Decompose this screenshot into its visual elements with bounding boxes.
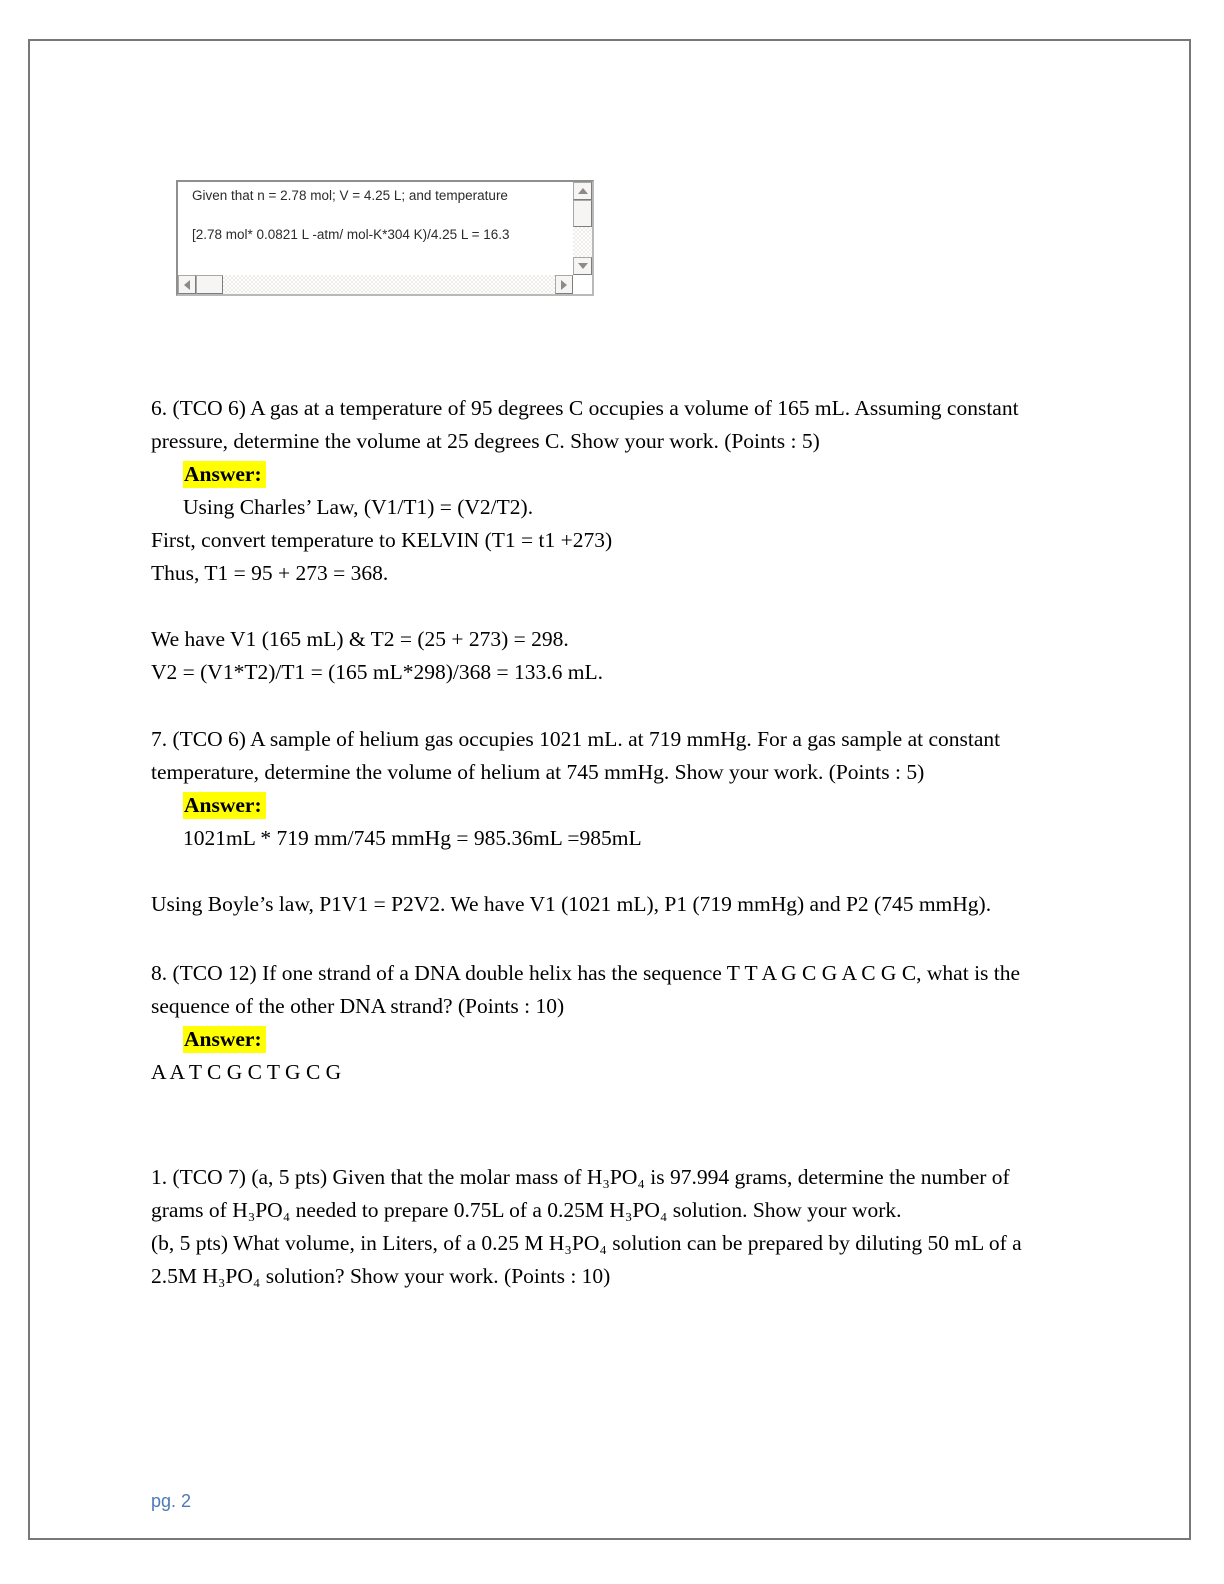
question-7-line-1: 7. (TCO 6) A sample of helium gas occupies 1021 mL. at 719 mmHg. For a gas sample at constant (151, 727, 1001, 751)
text-field-line-1: Given that n = 2.78 mol; V = 4.25 L; and temperature (192, 188, 508, 203)
question-6-answer-label-row (151, 458, 1161, 491)
question-8-answer-label-row (151, 1023, 1161, 1056)
question-7-line-2: temperature, determine the volume of helium at 745 mmHg. Show your work. (Points : 5) (151, 760, 925, 784)
question-7-note-line: Using Boyle’s law, P1V1 = P2V2. We have V1 (1021 mL), P1 (719 mmHg) and P2 (745 mmHg). (151, 892, 992, 916)
document-content (151, 41, 1161, 1293)
question-6-work-line: Using Charles’ Law, (V1/T1) = (V2/T2). (183, 495, 534, 519)
blank-line (151, 590, 1161, 623)
question-8-line-1: 8. (TCO 12) If one strand of a DNA double helix has the sequence T T A G C G A C G C, what is the (151, 961, 1021, 985)
question-6-line-1: 6. (TCO 6) A gas at a temperature of 95 degrees C occupies a volume of 165 mL. Assuming constant (151, 396, 1019, 420)
question-6-work-line: Thus, T1 = 95 + 273 = 368. (151, 561, 389, 585)
blank-line (151, 855, 1161, 888)
question-1-line-4: 2.5M H₃PO₄ solution? Show your work. (Points : 10) (151, 1264, 611, 1288)
question-6-work-line: First, convert temperature to KELVIN (T1 = t1 +273) (151, 528, 613, 552)
question-1-line-3: (b, 5 pts) What volume, in Liters, of a 0.25 M H₃PO₄ solution can be prepared by diluting 50 mL of a (151, 1231, 1022, 1255)
text-field-line-2: [2.78 mol* 0.0821 L -atm/ mol-K*304 K)/4.25 L = 16.3 (192, 227, 510, 242)
question-1-line-2: grams of H₃PO₄ needed to prepare 0.75L of a 0.25M H₃PO₄ solution. Show your work. (151, 1198, 902, 1222)
page-number: pg. 2 (151, 1491, 192, 1511)
question-6-work-line: We have V1 (165 mL) & T2 = (25 + 273) = 298. (151, 627, 569, 651)
question-7-work-line: 1021mL * 719 mm/745 mmHg = 985.36mL =985mL (183, 826, 642, 850)
answer-highlight: Answer: (183, 792, 266, 819)
question-8-line-2: sequence of the other DNA strand? (Points : 10) (151, 994, 565, 1018)
question-6-work-line: V2 = (V1*T2)/T1 = (165 mL*298)/368 = 133.6 mL. (151, 660, 603, 684)
question-7-answer-label-row (151, 789, 1161, 822)
dna-sequence: A A T C G C T G C G (151, 1060, 342, 1084)
question-1-line-1: 1. (TCO 7) (a, 5 pts) Given that the molar mass of H₃PO₄ is 97.994 grams, determine the number of (151, 1165, 1010, 1189)
question-6-line-2: pressure, determine the volume at 25 degrees C. Show your work. (Points : 5) (151, 429, 820, 453)
answer-highlight: Answer: (183, 461, 266, 488)
page-border (28, 39, 1191, 1540)
answer-highlight: Answer: (183, 1026, 266, 1053)
